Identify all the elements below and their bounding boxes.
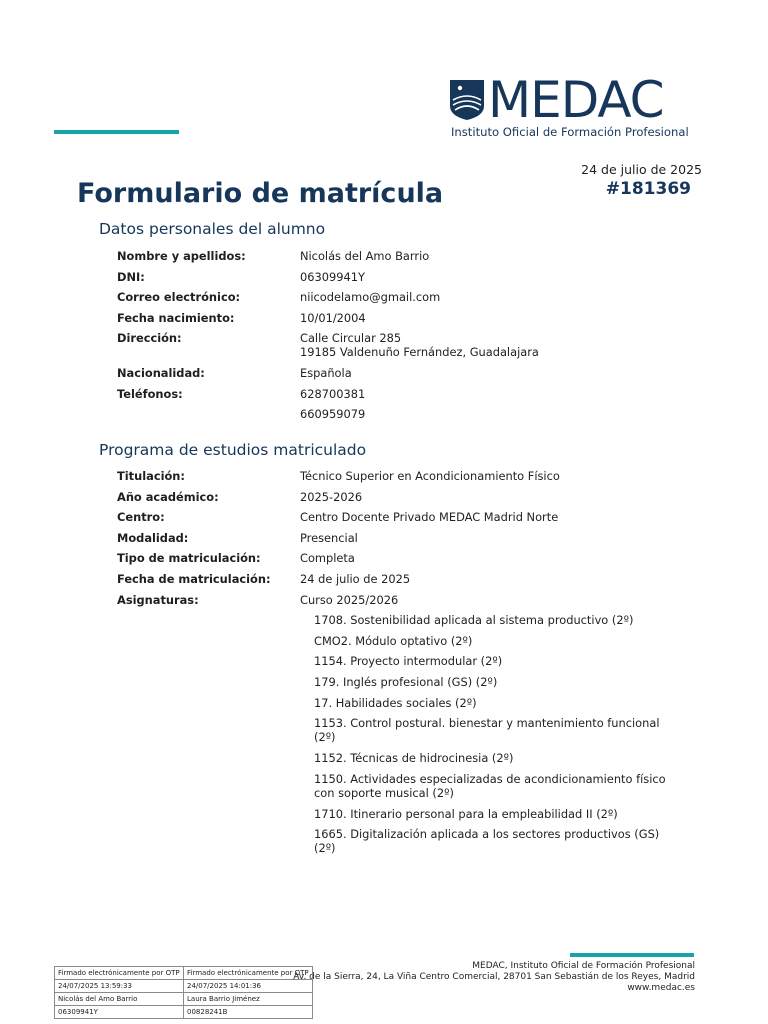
signer-id: 00828241B — [184, 1006, 313, 1019]
phone-number: 660959079 — [300, 407, 366, 422]
field-value: Centro Docente Privado MEDAC Madrid Norte — [300, 510, 559, 525]
address-line: 19185 Valdenuño Fernández, Guadalajara — [300, 345, 539, 360]
list-item: 1665. Digitalización aplicada a los sectores productivos (GS) (2º) — [314, 827, 660, 856]
table-row — [55, 980, 313, 993]
phone-number: 628700381 — [300, 386, 366, 401]
field-row-mode — [117, 531, 697, 545]
medac-logo — [450, 71, 700, 144]
program-heading: Programa de estudios matriculado — [99, 441, 367, 459]
page-title: Formulario de matrícula — [77, 178, 444, 209]
footer-line: Av. de la Sierra, 24, La Viña Centro Comercial, 28701 San Sebastián de los Reyes, Madrid — [293, 972, 695, 983]
field-value — [300, 387, 697, 422]
signature-table — [54, 966, 313, 1019]
field-label: Nacionalidad: — [117, 365, 205, 380]
field-row-degree — [117, 469, 697, 483]
list-item: CMO2. Módulo optativo (2º) — [314, 633, 473, 648]
list-item: 1708. Sostenibilidad aplicada al sistema productivo (2º) — [314, 613, 634, 627]
footer-address — [293, 961, 695, 995]
field-row-dni — [117, 270, 697, 284]
field-row-center — [117, 510, 697, 524]
field-row-name — [117, 249, 697, 263]
field-value: Curso 2025/2026 — [300, 592, 399, 607]
field-label: Asignaturas: — [117, 592, 199, 607]
table-row — [55, 993, 313, 1006]
signature-datetime: 24/07/2025 14:01:36 — [184, 980, 313, 993]
field-row-phones — [117, 387, 697, 422]
field-label: Tipo de matriculación: — [117, 551, 261, 566]
personal-data-heading: Datos personales del alumno — [99, 220, 326, 238]
document-number: #181369 — [605, 179, 691, 199]
field-value: Completa — [300, 551, 355, 566]
field-label: Teléfonos: — [117, 386, 183, 401]
list-item: 1150. Actividades especializadas de acondicionamiento físico con soporte musical (2º) — [314, 771, 666, 800]
field-label: Titulación: — [117, 469, 185, 483]
list-item: 1710. Itinerario personal para la empleabilidad II (2º) — [314, 806, 618, 821]
field-label: Nombre y apellidos: — [117, 249, 246, 263]
field-row-subjects — [117, 593, 697, 607]
field-value: 24 de julio de 2025 — [300, 571, 411, 586]
footer-line: MEDAC, Instituto Oficial de Formación Profesional — [472, 961, 695, 971]
program-data-list — [117, 469, 697, 613]
table-row — [55, 967, 313, 980]
field-row-nationality — [117, 366, 697, 380]
field-row-year — [117, 490, 697, 504]
table-row — [55, 1006, 313, 1019]
field-value: 2025-2026 — [300, 489, 363, 504]
list-item: 1153. Control postural. bienestar y mantenimiento funcional (2º) — [314, 716, 660, 745]
signature-title: Firmado electrónicamente por OTP — [55, 967, 184, 980]
document-date: 24 de julio de 2025 — [581, 162, 702, 177]
field-value: Presencial — [300, 530, 358, 545]
signer-name: Laura Barrio Jiménez — [184, 993, 313, 1006]
field-value: niicodelamo@gmail.com — [300, 290, 441, 305]
field-value: 10/01/2004 — [300, 310, 366, 325]
accent-bar-top — [54, 130, 179, 134]
field-row-email — [117, 290, 697, 304]
subjects-list — [314, 613, 684, 862]
signature-title: Firmado electrónicamente por OTP — [184, 967, 313, 980]
list-item: 17. Habilidades sociales (2º) — [314, 695, 477, 710]
logo-subtitle: Instituto Oficial de Formación Profesional — [451, 125, 689, 139]
field-value — [300, 331, 697, 359]
field-value: Nicolás del Amo Barrio — [300, 249, 430, 263]
list-item: 1152. Técnicas de hidrocinesia (2º) — [314, 751, 514, 766]
field-row-address — [117, 331, 697, 359]
field-value: 06309941Y — [300, 269, 365, 284]
address-line: Calle Circular 285 — [300, 331, 402, 346]
field-label: Fecha de matriculación: — [117, 571, 271, 586]
field-value: Técnico Superior en Acondicionamiento Físico — [300, 469, 560, 483]
logo-wordmark: MEDAC — [488, 71, 664, 129]
field-label: Modalidad: — [117, 530, 189, 545]
signer-id: 06309941Y — [55, 1006, 184, 1019]
field-row-birthdate — [117, 311, 697, 325]
field-label: DNI: — [117, 269, 145, 284]
field-label: Dirección: — [117, 331, 182, 346]
list-item: 179. Inglés profesional (GS) (2º) — [314, 675, 498, 690]
signer-name: Nicolás del Amo Barrio — [55, 993, 184, 1006]
personal-data-list — [117, 249, 697, 428]
footer-link[interactable]: www.medac.es — [627, 983, 695, 994]
signature-datetime: 24/07/2025 13:59:33 — [55, 980, 184, 993]
field-value: Española — [300, 365, 352, 380]
medac-shield-icon — [450, 80, 484, 120]
field-row-enrollment-date — [117, 572, 697, 586]
field-row-enrollment-type — [117, 551, 697, 565]
field-label: Año académico: — [117, 489, 219, 504]
accent-bar-bottom — [570, 953, 694, 957]
field-label: Correo electrónico: — [117, 290, 241, 305]
field-label: Fecha nacimiento: — [117, 310, 235, 325]
list-item: 1154. Proyecto intermodular (2º) — [314, 654, 503, 669]
field-label: Centro: — [117, 510, 165, 525]
